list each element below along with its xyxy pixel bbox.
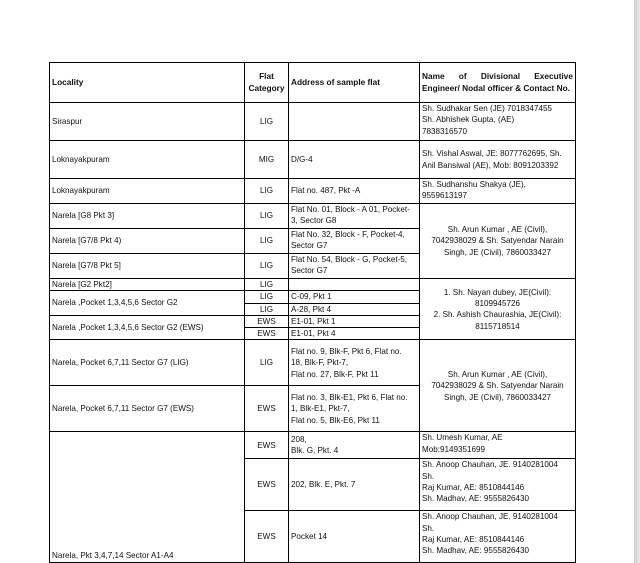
address-cell bbox=[289, 432, 420, 459]
category-cell: MIG bbox=[245, 141, 289, 179]
locality-cell: Narela ,Pocket 1,3,4,5,6 Sector G2 (EWS) bbox=[50, 315, 245, 340]
category-cell: LIG bbox=[245, 103, 289, 141]
locality-cell: Siraspur bbox=[50, 103, 245, 141]
address-line: Flat No. 54, Block - G, Pocket-5, bbox=[291, 255, 408, 264]
officer-line: Sh. Umesh Kumar, AE bbox=[422, 433, 503, 443]
officer-cell bbox=[420, 459, 576, 511]
address-cell bbox=[289, 254, 420, 279]
address-cell: 202, Blk. E, Pkt. 7 bbox=[289, 459, 420, 511]
category-cell: EWS bbox=[245, 432, 289, 459]
category-cell: LIG bbox=[245, 254, 289, 279]
category-cell: EWS bbox=[245, 328, 289, 340]
table-row bbox=[50, 432, 576, 459]
address-part: 18, Blk-F, Pkt-7, bbox=[291, 358, 349, 368]
locality-cell: Narela [G8 Pkt 3] bbox=[50, 204, 245, 229]
officer-cell bbox=[420, 511, 576, 563]
locality-cell: Narela, Pocket 6,7,11 Sector G7 (LIG) bbox=[50, 340, 245, 386]
officer-line: Sh. bbox=[422, 523, 435, 533]
address-cell bbox=[289, 340, 420, 386]
address-cell: D/G-4 bbox=[289, 141, 420, 179]
officer-cell bbox=[420, 141, 576, 179]
address-line bbox=[291, 357, 417, 368]
officer-line: 8115718514 bbox=[475, 321, 520, 331]
officer-line: Anil Bansiwal (AE), Mob: 8091203392 bbox=[422, 160, 559, 170]
category-cell: EWS bbox=[245, 386, 289, 432]
category-cell: LIG bbox=[245, 303, 289, 315]
locality-cell: Narela ,Pocket 1,3,4,5,6 Sector G2 bbox=[50, 291, 245, 316]
table-row bbox=[50, 103, 576, 141]
locality-cell: Narela [G2 Pkt2] bbox=[50, 279, 245, 291]
officer-line: Singh, JE (Civil), 7860033427 bbox=[443, 247, 552, 257]
officer-merged-cell bbox=[420, 204, 576, 279]
table-row bbox=[50, 204, 576, 229]
officer-line: Sh. Madhav, AE: 9555826430 bbox=[422, 494, 529, 504]
table-row bbox=[50, 141, 576, 179]
address-cell: Pocket 14 bbox=[289, 511, 420, 563]
officer-line: Singh, JE (Civil), 7860033427 bbox=[443, 392, 552, 402]
header-address: Address of sample flat bbox=[289, 63, 420, 103]
category-cell: EWS bbox=[245, 511, 289, 563]
category-cell: LIG bbox=[245, 229, 289, 254]
officer-cell bbox=[420, 432, 576, 459]
officer-line: 7838316570 bbox=[422, 126, 468, 136]
address-cell: E1-01, Pkt 1 bbox=[289, 315, 420, 327]
flats-table bbox=[49, 62, 576, 563]
locality-cell: Loknayakpuram bbox=[50, 141, 245, 179]
address-line: Flat no. 9, Blk-F, Pkt 6, Flat no. bbox=[291, 347, 402, 357]
address-line: Flat No. 01, Block - A 01, Pocket- bbox=[291, 205, 410, 214]
officer-merged-cell bbox=[420, 340, 576, 432]
table-row bbox=[50, 340, 576, 386]
officer-cell bbox=[420, 179, 576, 204]
address-cell: E1-01, Pkt 4 bbox=[289, 328, 420, 340]
officer-line: 7042938029 & Sh. Satyendar Narain bbox=[431, 236, 564, 246]
category-cell: LIG bbox=[245, 279, 289, 291]
officer-line: Sh. Anoop Chauhan, JE. 9140281004 bbox=[422, 512, 558, 522]
category-cell: LIG bbox=[245, 179, 289, 204]
officer-line: Sh. Vishal Aswal, JE: 8077762695, Sh. bbox=[422, 149, 562, 159]
address-line: Flat No. 32, Block - F, Pocket-4, bbox=[291, 230, 405, 239]
officer-line: Raj Kumar, AE: 8510844146 bbox=[422, 483, 525, 493]
address-cell bbox=[289, 229, 420, 254]
category-cell: LIG bbox=[245, 340, 289, 386]
address-line: Sector G7 bbox=[291, 241, 328, 251]
officer-line: Sh. Abhishek Gupta, (AE) bbox=[422, 115, 515, 125]
officer-merged-cell bbox=[420, 279, 576, 340]
officer-line: Sh. Anoop Chauhan, JE. 9140281004 bbox=[422, 460, 558, 470]
address-line: Blk. G, Pkt. 4 bbox=[291, 446, 339, 456]
table-row bbox=[50, 279, 576, 291]
locality-cell: Narela, Pkt 3,4,7,14 Sector A1-A4 bbox=[50, 432, 245, 563]
officer-line: Sh. Arun Kumar , AE (Civil), bbox=[447, 370, 548, 380]
officer-line: 7042938029 & Sh. Satyendar Narain bbox=[431, 381, 564, 391]
address-line: 1, Blk-E1, Pkt-7, bbox=[291, 404, 350, 414]
address-line: 208, bbox=[291, 435, 307, 445]
address-line: Sector G7 bbox=[291, 266, 328, 276]
table-row bbox=[50, 179, 576, 204]
address-cell: A-28, Pkt 4 bbox=[289, 303, 420, 315]
locality-cell: Narela [G7/8 Pkt 5] bbox=[50, 254, 245, 279]
address-cell bbox=[289, 279, 420, 291]
officer-line: 9559613197 bbox=[422, 191, 468, 201]
officer-cell bbox=[420, 103, 576, 141]
officer-line: Sh. Arun Kumar , AE (Civil), bbox=[447, 225, 548, 235]
locality-cell: Narela, Pocket 6,7,11 Sector G7 (EWS) bbox=[50, 386, 245, 432]
category-cell: EWS bbox=[245, 315, 289, 327]
address-line: 3, Sector G8 bbox=[291, 216, 337, 226]
address-cell: C-09, Pkt 1 bbox=[289, 291, 420, 303]
header-row bbox=[50, 63, 576, 103]
officer-line: Sh. Sudhakar Sen (JE) 7018347455 bbox=[422, 104, 553, 113]
address-cell bbox=[289, 386, 420, 432]
address-line: Flat no. 27, Blk-F, Pkt 11 bbox=[291, 369, 379, 379]
locality-cell: Loknayakpuram bbox=[50, 179, 245, 204]
category-cell: EWS bbox=[245, 459, 289, 511]
officer-line: Sh. bbox=[422, 471, 435, 481]
officer-line: Raj Kumar, AE: 8510844146 bbox=[422, 535, 525, 545]
address-line: Flat no. 3, Blk-E1, Pkt 6, Flat no. bbox=[291, 393, 408, 403]
page-edge-shadow bbox=[634, 0, 640, 563]
category-cell: LIG bbox=[245, 204, 289, 229]
header-officer: Name of Divisional Executive Engineer/ Nodal officer & Contact No. bbox=[420, 63, 576, 103]
officer-line: Sh. Sudhanshu Shakya (JE), bbox=[422, 180, 526, 189]
header-flat-category: Flat Category bbox=[245, 63, 289, 103]
address-line: Flat no. 5, Blk-E6, Pkt 11 bbox=[291, 415, 380, 425]
officer-line: 8109945726 bbox=[474, 298, 520, 308]
address-cell: Flat no. 487, Pkt -A bbox=[289, 179, 420, 204]
address-cell bbox=[289, 204, 420, 229]
header-locality: Locality bbox=[50, 63, 245, 103]
officer-line: Sh. Madhav, AE: 9555826430 bbox=[422, 546, 529, 556]
locality-cell: Narela [G7/8 Pkt 4) bbox=[50, 229, 245, 254]
category-cell: LIG bbox=[245, 291, 289, 303]
officer-line: 2. Sh. Ashish Chaurashia, JE(Civil): bbox=[433, 310, 562, 320]
officer-line: 1. Sh. Nayan dubey, JE(Civil): bbox=[443, 287, 552, 297]
officer-line: Mob:9149351699 bbox=[422, 444, 486, 454]
address-cell bbox=[289, 103, 420, 141]
